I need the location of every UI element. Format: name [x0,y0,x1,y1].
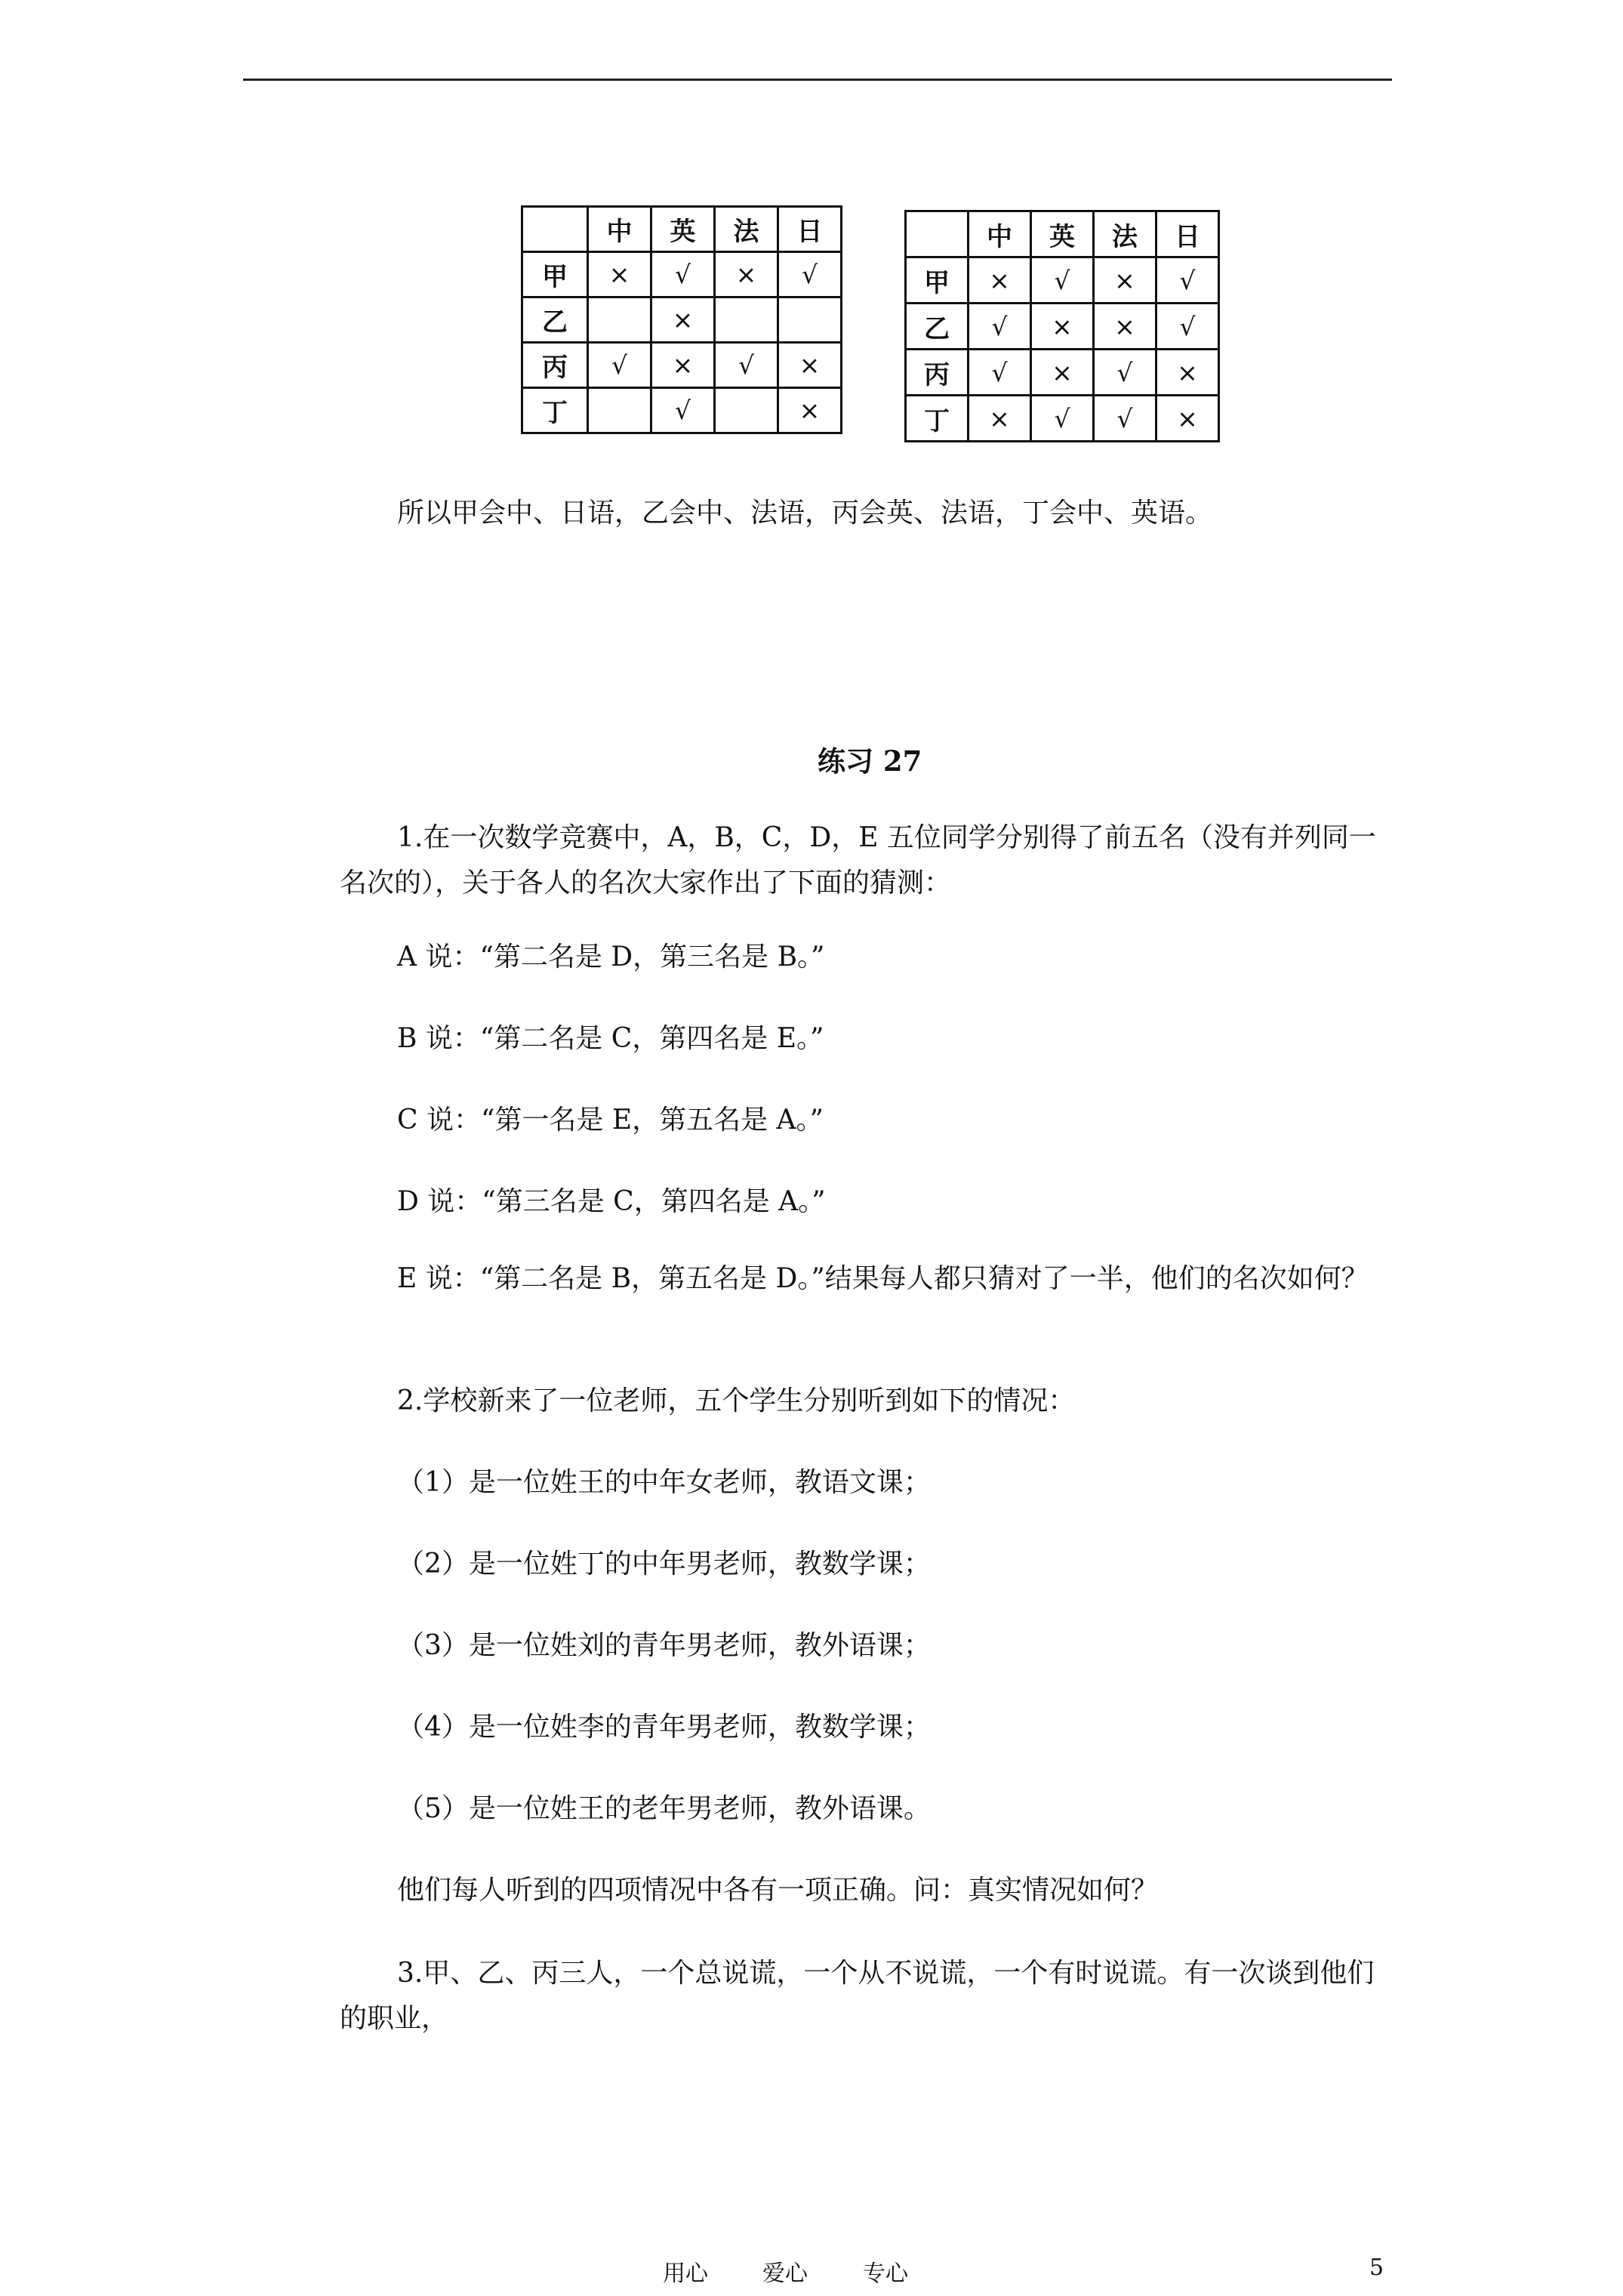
table-row [906,396,1219,442]
table-header-row [522,207,842,252]
q1-intro: 1.在一次数学竞赛中，A，B，C，D，E 五位同学分别得了前五名（没有并列同一名次的），关于各人的名次大家作出了下面的猜测： [340,822,1376,898]
table-row [906,257,1219,304]
table-cell: × [651,343,715,388]
table-cell: √ [1156,257,1219,304]
q1-guess-e: E 说：“第二名是 B，第五名是 D。”结果每人都只猜对了一半，他们的名次如何？ [397,1263,1369,1294]
language-grid-table-initial [521,205,842,434]
column-header-chinese: 中 [588,207,651,252]
table-row [522,297,842,343]
table-cell: × [1156,350,1219,396]
table-cell: √ [715,343,778,388]
q1-guess-a: A 说：“第二名是 D，第三名是 B。” [397,942,825,972]
q2-item-2: （2）是一位姓丁的中年男老师，教数学课； [397,1549,931,1579]
table-cell: × [778,388,842,433]
table-corner-cell [522,207,588,252]
table-cell: √ [588,343,651,388]
table-cell: √ [969,350,1031,396]
table-cell: √ [1094,350,1156,396]
table-cell [715,297,778,343]
footer-motto-3: 专心 [863,2261,908,2287]
q1-guess-c: C 说：“第一名是 E，第五名是 A。” [397,1105,824,1136]
conclusion-text: 所以甲会中、日语，乙会中、法语，丙会英、法语，丁会中、英语。 [397,498,1213,529]
table-cell: √ [1031,257,1094,304]
table-cell: √ [651,252,715,297]
q2-intro: 2.学校新来了一位老师，五个学生分别听到如下的情况： [397,1385,1076,1416]
footer-motto-1: 用心 [663,2261,708,2287]
row-header: 乙 [522,297,588,343]
table-cell: × [651,297,715,343]
column-header-french: 法 [1094,211,1156,257]
column-header-english: 英 [651,207,715,252]
row-header: 丙 [906,350,969,396]
table-cell: × [969,396,1031,442]
table-cell: × [1094,304,1156,350]
table-row [522,343,842,388]
row-header: 丁 [906,396,969,442]
column-header-french: 法 [715,207,778,252]
table-cell: √ [778,252,842,297]
q2-item-1: （1）是一位姓王的中年女老师，教语文课； [397,1467,931,1498]
table-cell: × [1156,396,1219,442]
table-corner-cell [906,211,969,257]
q3-text: 3.甲、乙、丙三人，一个总说谎，一个从不说谎，一个有时说谎。有一次谈到他们的职业， [340,1958,1375,2034]
row-header: 丙 [522,343,588,388]
table-cell [778,297,842,343]
header-rule [243,79,1392,81]
table-cell: × [1094,257,1156,304]
row-header: 甲 [906,257,969,304]
row-header: 甲 [522,252,588,297]
table-cell: × [1031,350,1094,396]
column-header-japanese: 日 [778,207,842,252]
column-header-english: 英 [1031,211,1094,257]
table-row [522,252,842,297]
table-cell: √ [1156,304,1219,350]
row-header: 乙 [906,304,969,350]
q2-item-4: （4）是一位姓李的青年男老师，教数学课； [397,1712,931,1743]
q1-guess-d: D 说：“第三名是 C，第四名是 A。” [397,1186,826,1217]
table-cell: √ [1031,396,1094,442]
column-header-chinese: 中 [969,211,1031,257]
table-cell: × [588,252,651,297]
table-cell [715,388,778,433]
table-cell: √ [1094,396,1156,442]
table-cell [588,388,651,433]
q2-question: 他们每人听到的四项情况中各有一项正确。问：真实情况如何？ [397,1875,1159,1906]
table-row [906,350,1219,396]
language-grid-table-solved [904,210,1220,442]
table-cell: × [715,252,778,297]
table-cell: × [1031,304,1094,350]
q2-item-3: （3）是一位姓刘的青年男老师，教外语课； [397,1630,931,1661]
column-header-japanese: 日 [1156,211,1219,257]
table-row [906,304,1219,350]
page-number: 5 [1369,2254,1384,2281]
q1-guess-b: B 说：“第二名是 C，第四名是 E。” [397,1023,824,1054]
table-cell [588,297,651,343]
table-row [522,388,842,433]
table-cell: √ [969,304,1031,350]
table-cell: × [778,343,842,388]
table-cell: √ [651,388,715,433]
section-title: 练习 27 [818,744,922,778]
table-cell: × [969,257,1031,304]
footer-motto-2: 爱心 [762,2261,808,2287]
row-header: 丁 [522,388,588,433]
table-header-row [906,211,1219,257]
q2-item-5: （5）是一位姓王的老年男老师，教外语课。 [397,1793,931,1824]
